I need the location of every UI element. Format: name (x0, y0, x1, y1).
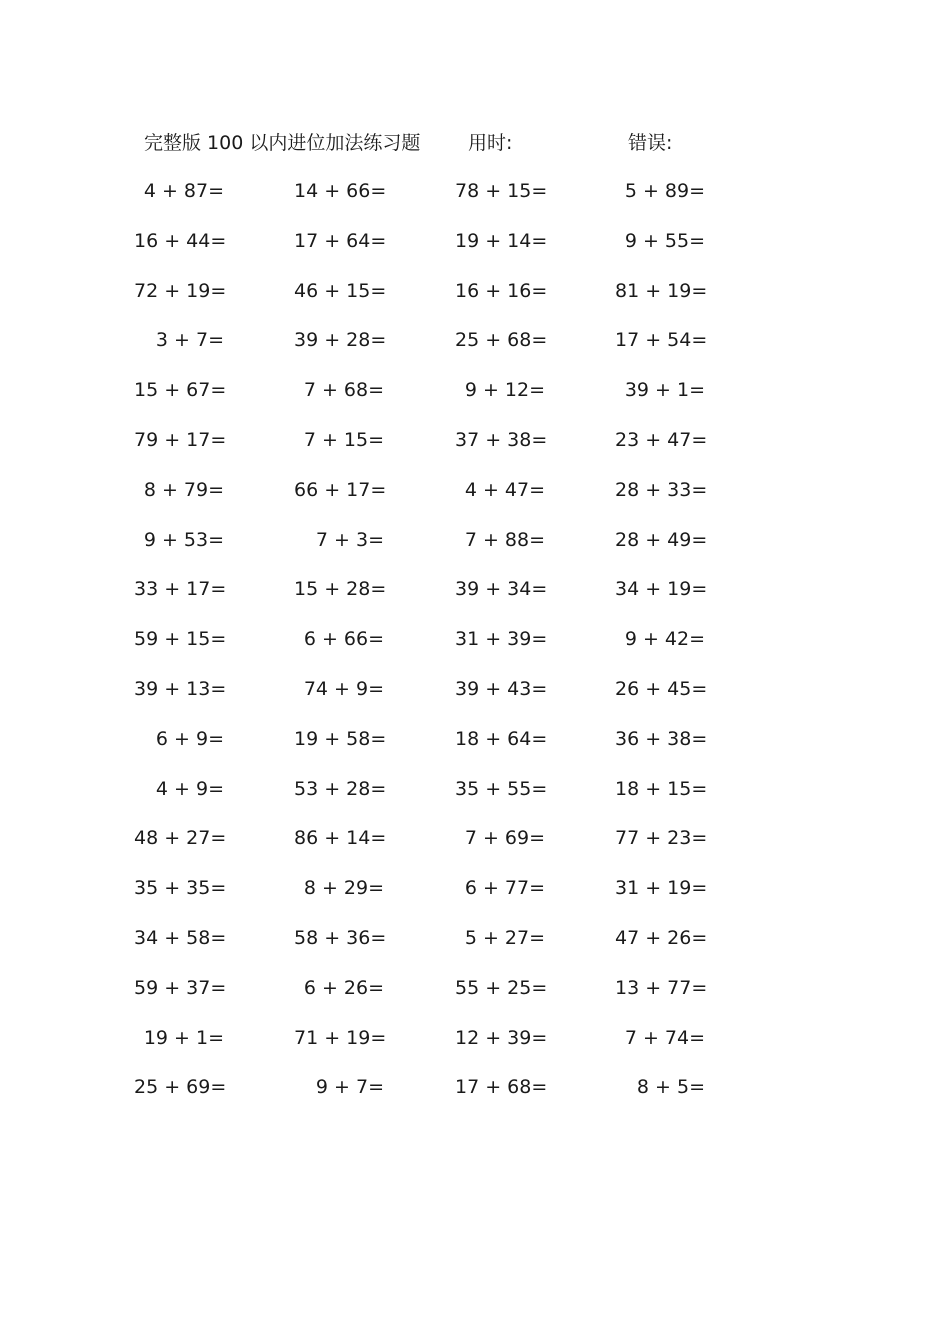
addition-problem: 5 + 27= (464, 926, 545, 949)
addition-problem: 86 + 14= (294, 827, 387, 850)
addition-problem: 15 + 28= (294, 578, 387, 601)
problem-row (0, 375, 950, 425)
problem-row (0, 475, 950, 525)
addition-problem: 25 + 69= (134, 1076, 227, 1099)
addition-problem: 28 + 49= (615, 528, 708, 551)
addition-problem: 35 + 35= (134, 877, 227, 900)
addition-problem: 19 + 14= (455, 229, 548, 252)
addition-problem: 18 + 64= (455, 727, 548, 750)
addition-problem: 6 + 66= (303, 628, 384, 651)
addition-problem: 9 + 55= (624, 229, 705, 252)
addition-problem: 17 + 54= (615, 329, 708, 352)
addition-problem: 9 + 53= (143, 528, 224, 551)
addition-problem: 4 + 87= (143, 180, 224, 202)
worksheet-header (0, 128, 950, 158)
addition-problem: 15 + 67= (134, 379, 227, 402)
problem-row (0, 724, 950, 774)
addition-problem: 53 + 28= (294, 777, 387, 800)
addition-problem: 31 + 19= (615, 877, 708, 900)
addition-problem: 48 + 27= (134, 827, 227, 850)
addition-problem: 5 + 89= (624, 180, 705, 202)
addition-problem: 19 + 1= (143, 1026, 224, 1049)
addition-problem: 8 + 79= (143, 478, 224, 501)
addition-problem: 8 + 29= (303, 877, 384, 900)
addition-problem: 46 + 15= (294, 279, 387, 302)
addition-problem: 39 + 34= (455, 578, 548, 601)
problem-row (0, 873, 950, 923)
time-label: 用时: (468, 132, 513, 154)
addition-problem: 25 + 68= (455, 329, 548, 352)
addition-problem: 59 + 15= (134, 628, 227, 651)
addition-problem: 8 + 5= (636, 1076, 705, 1099)
addition-problem: 17 + 68= (455, 1076, 548, 1099)
addition-problem: 36 + 38= (615, 727, 708, 750)
addition-problem: 6 + 9= (155, 727, 224, 750)
addition-problem: 7 + 68= (303, 379, 384, 402)
addition-problem: 23 + 47= (615, 428, 708, 451)
addition-problem: 4 + 47= (464, 478, 545, 501)
problem-row (0, 176, 950, 226)
addition-problem: 9 + 7= (315, 1076, 384, 1099)
addition-problem: 58 + 36= (294, 926, 387, 949)
addition-problem: 59 + 37= (134, 976, 227, 999)
addition-problem: 7 + 69= (464, 827, 545, 850)
problem-row (0, 226, 950, 276)
problem-row (0, 525, 950, 575)
addition-problem: 78 + 15= (455, 180, 548, 202)
addition-problem: 4 + 9= (155, 777, 224, 800)
addition-problem: 6 + 26= (303, 976, 384, 999)
addition-problem: 34 + 58= (134, 926, 227, 949)
addition-problem: 31 + 39= (455, 628, 548, 651)
problem-row (0, 574, 950, 624)
addition-problem: 7 + 74= (624, 1026, 705, 1049)
addition-problem: 19 + 58= (294, 727, 387, 750)
addition-problem: 9 + 42= (624, 628, 705, 651)
addition-problem: 13 + 77= (615, 976, 708, 999)
addition-problem: 26 + 45= (615, 677, 708, 700)
addition-problem: 77 + 23= (615, 827, 708, 850)
problem-grid (0, 176, 950, 1122)
addition-problem: 7 + 88= (464, 528, 545, 551)
addition-problem: 16 + 16= (455, 279, 548, 302)
problem-row (0, 973, 950, 1023)
addition-problem: 72 + 19= (134, 279, 227, 302)
addition-problem: 71 + 19= (294, 1026, 387, 1049)
addition-problem: 18 + 15= (615, 777, 708, 800)
addition-problem: 35 + 55= (455, 777, 548, 800)
addition-problem: 33 + 17= (134, 578, 227, 601)
addition-problem: 81 + 19= (615, 279, 708, 302)
addition-problem: 47 + 26= (615, 926, 708, 949)
addition-problem: 9 + 12= (464, 379, 545, 402)
addition-problem: 34 + 19= (615, 578, 708, 601)
addition-problem: 3 + 7= (155, 329, 224, 352)
problem-row (0, 624, 950, 674)
addition-problem: 39 + 1= (624, 379, 705, 402)
problem-row (0, 425, 950, 475)
addition-problem: 39 + 43= (455, 677, 548, 700)
addition-problem: 16 + 44= (134, 229, 227, 252)
problem-row (0, 276, 950, 326)
problem-row (0, 674, 950, 724)
addition-problem: 39 + 28= (294, 329, 387, 352)
addition-problem: 55 + 25= (455, 976, 548, 999)
addition-problem: 79 + 17= (134, 428, 227, 451)
worksheet-title: 完整版 100 以内进位加法练习题 (144, 132, 421, 154)
addition-problem: 12 + 39= (455, 1026, 548, 1049)
addition-problem: 39 + 13= (134, 677, 227, 700)
addition-problem: 7 + 3= (315, 528, 384, 551)
addition-problem: 6 + 77= (464, 877, 545, 900)
problem-row (0, 1072, 950, 1122)
problem-row (0, 325, 950, 375)
problem-row (0, 1023, 950, 1073)
addition-problem: 74 + 9= (303, 677, 384, 700)
addition-problem: 37 + 38= (455, 428, 548, 451)
problem-row (0, 923, 950, 973)
problem-row (0, 823, 950, 873)
addition-problem: 14 + 66= (294, 180, 387, 202)
problem-row (0, 774, 950, 824)
addition-problem: 28 + 33= (615, 478, 708, 501)
addition-problem: 17 + 64= (294, 229, 387, 252)
addition-problem: 7 + 15= (303, 428, 384, 451)
error-label: 错误: (628, 132, 673, 154)
addition-problem: 66 + 17= (294, 478, 387, 501)
